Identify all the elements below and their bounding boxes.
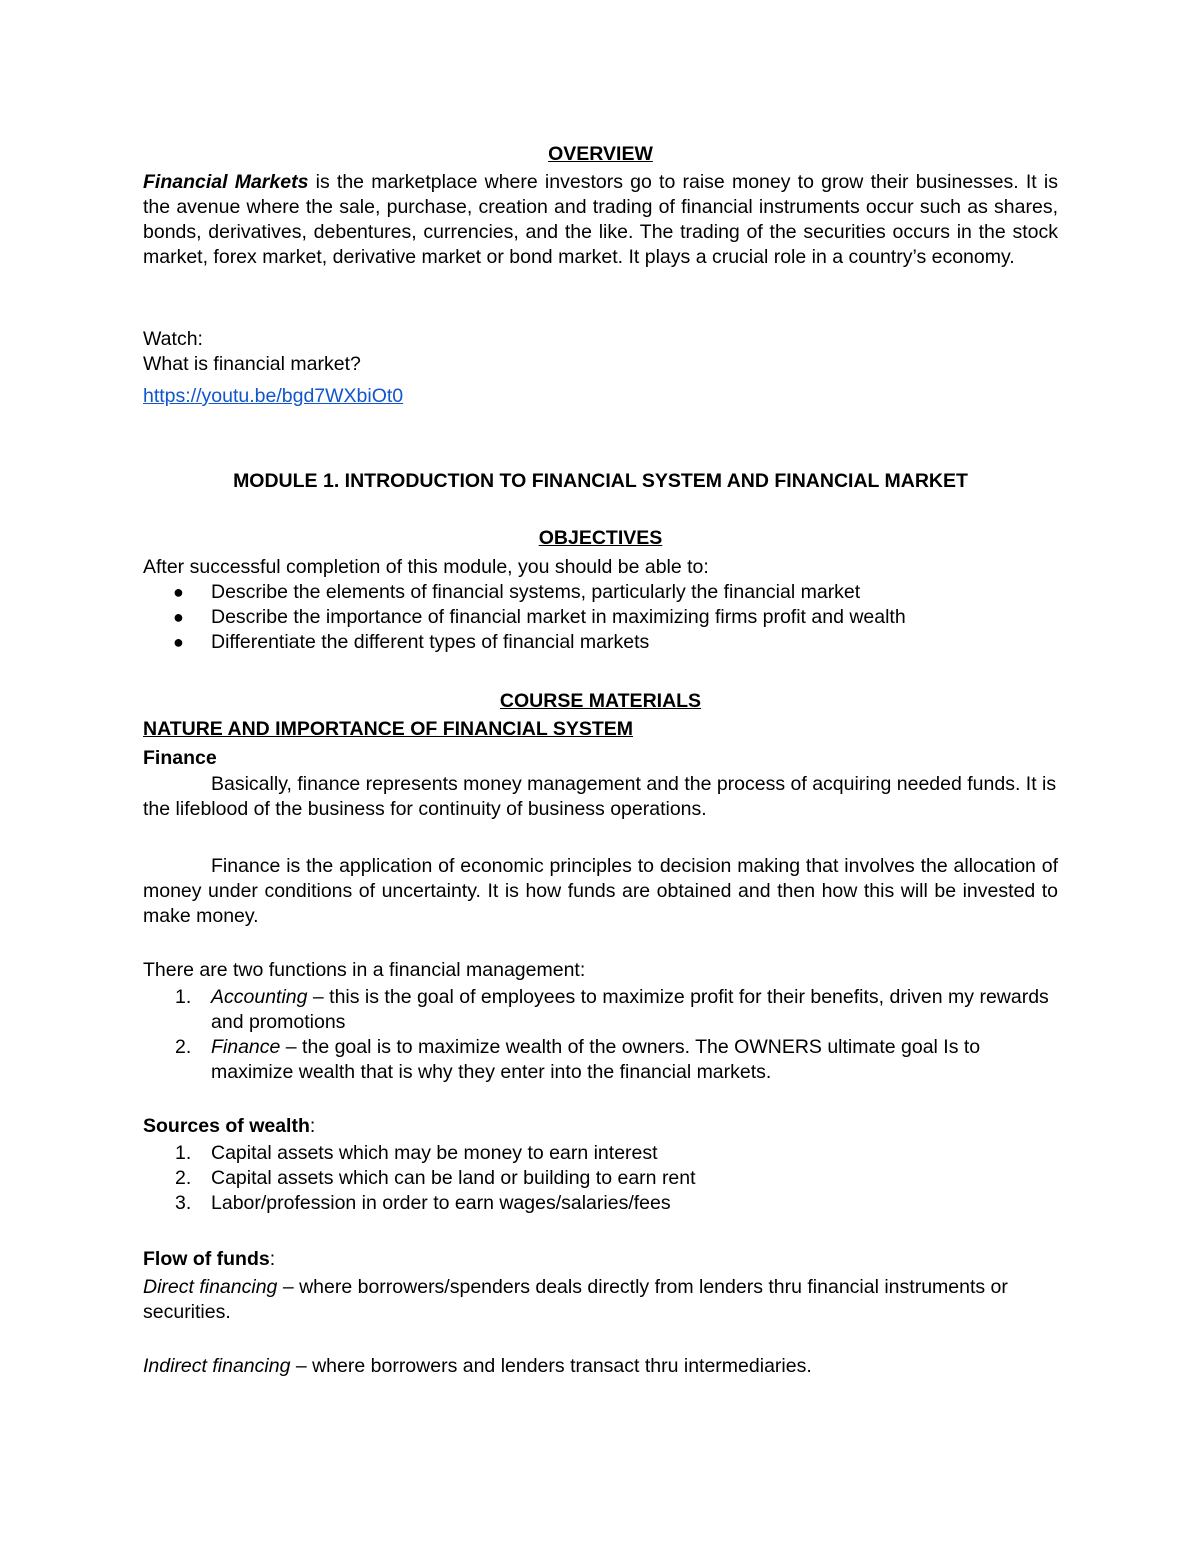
objectives-list [143, 580, 1058, 655]
objective-item: ● Describe the importance of financial market in maximizing firms profit and wealth [173, 606, 906, 628]
function-term: Finance [211, 1036, 281, 1058]
video-link[interactable]: https://youtu.be/bgd7WXbiOt0 [143, 385, 404, 407]
functions-intro: There are two functions in a financial management: [143, 959, 586, 981]
overview-title: OVERVIEW [548, 143, 653, 165]
finance-paragraph-2: Finance is the application of economic principles to decision making that involves the allocation of money under conditions of uncertainty. It is how funds are obtained and then how this will be invested to make money. [143, 855, 1058, 927]
functions-list [143, 985, 1058, 1085]
source-item: 2. Capital assets which can be land or building to earn rent [175, 1167, 696, 1189]
watch-link-line [143, 384, 1058, 409]
overview-paragraph [143, 170, 1058, 270]
course-materials-subtitle: NATURE AND IMPORTANCE OF FINANCIAL SYSTEM [143, 718, 634, 740]
bullet-icon: ● [173, 607, 184, 627]
bullet-icon: ● [173, 632, 184, 652]
objectives-title: OBJECTIVES [538, 527, 663, 549]
finance-heading: Finance [143, 747, 217, 769]
indirect-financing: Indirect financing – where borrowers and lenders transact thru intermediaries. [143, 1355, 812, 1377]
watch-question: What is financial market? [143, 353, 361, 375]
sources-list [143, 1141, 1058, 1216]
sources-heading: Sources of wealth [143, 1115, 310, 1137]
objectives-intro: After successful completion of this module, you should be able to: [143, 556, 709, 578]
bullet-icon: ● [173, 582, 184, 602]
flow-heading: Flow of funds [143, 1248, 270, 1270]
direct-financing-term: Direct financing [143, 1276, 278, 1298]
module-title: MODULE 1. INTRODUCTION TO FINANCIAL SYSTEM AND FINANCIAL MARKET [233, 470, 968, 492]
watch-label: Watch: [143, 328, 203, 350]
overview-lead-term: Financial Markets [143, 171, 309, 193]
objective-item: ● Differentiate the different types of financial markets [173, 631, 650, 653]
sources-heading-line: Sources of wealth: [143, 1115, 316, 1137]
function-item: 2. Finance – the goal is to maximize wealth of the owners. The OWNERS ultimate goal Is to maximize wealth that is why they enter into the financial markets. [175, 1036, 981, 1083]
overview-paragraph-text: is the marketplace where investors go to raise money to grow their businesses. It is the avenue where the sale, purchase, creation and trading of financial instruments occur such as shares, bonds, derivatives, debentures, currencies, and the like. The trading of the securities occurs in the stock market, forex market, derivative market or bond market. It plays a crucial role in a country’s economy. [143, 171, 1058, 268]
finance-paragraph-1: Basically, finance represents money management and the process of acquiring needed funds. It is the lifeblood of the business for continuity of business operations. [143, 773, 1057, 820]
source-item: 1. Capital assets which may be money to earn interest [175, 1142, 658, 1164]
objective-item: ● Describe the elements of financial systems, particularly the financial market [173, 581, 861, 603]
source-item: 3. Labor/profession in order to earn wages/salaries/fees [175, 1192, 671, 1214]
function-item: 1. Accounting – this is the goal of employees to maximize profit for their benefits, driven my rewards and promotions [175, 986, 1049, 1033]
function-term: Accounting [211, 986, 308, 1008]
indirect-financing-term: Indirect financing [143, 1355, 291, 1377]
flow-heading-line: Flow of funds: [143, 1248, 276, 1270]
course-materials-title: COURSE MATERIALS [499, 690, 702, 712]
direct-financing: Direct financing – where borrowers/spenders deals directly from lenders thru financial instruments or securities. [143, 1276, 1008, 1323]
